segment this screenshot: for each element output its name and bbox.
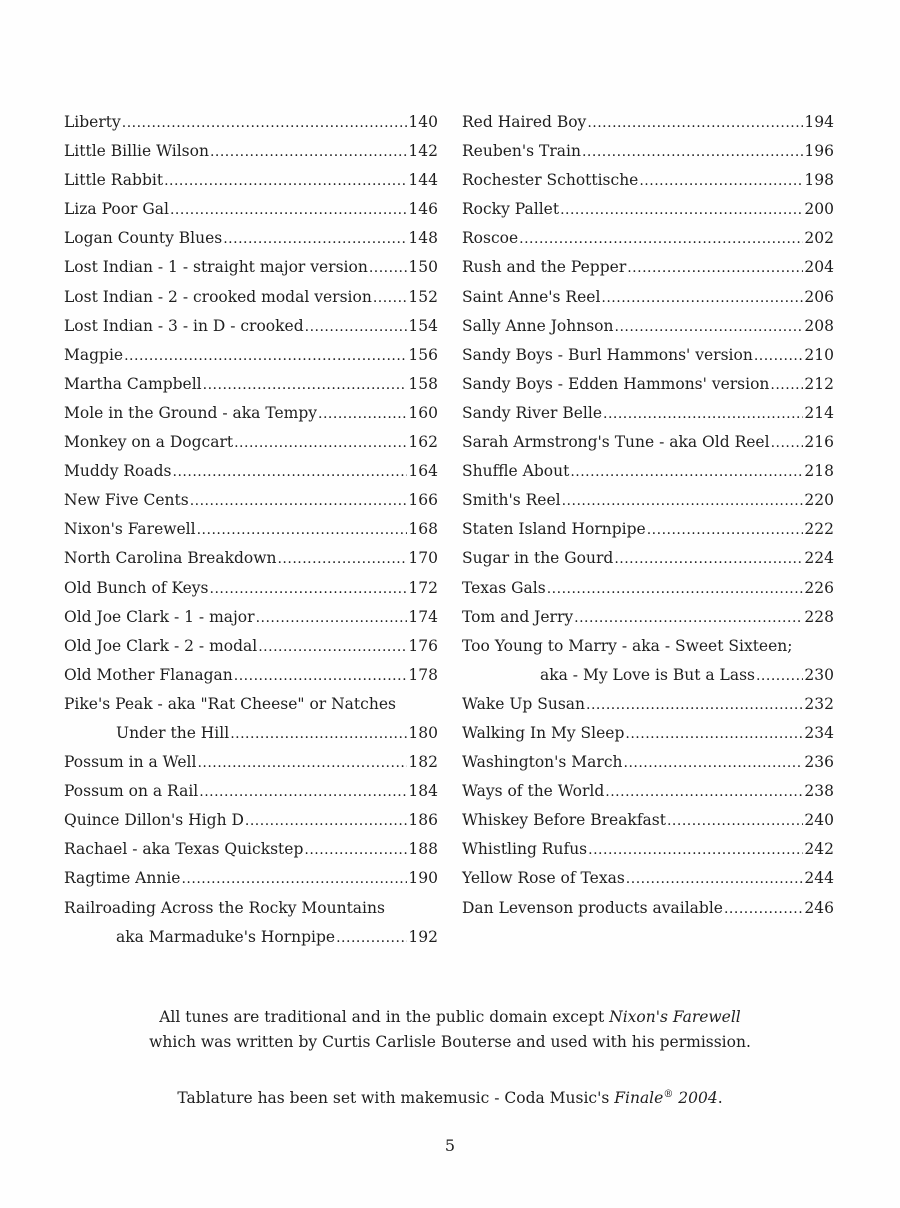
toc-entry	[462, 166, 834, 195]
toc-entry	[462, 457, 834, 486]
toc-entry	[64, 777, 438, 806]
toc-entry	[64, 224, 438, 253]
toc-entry	[462, 777, 834, 806]
toc-entry-page: 218	[804, 462, 834, 481]
toc-entry-page: 140	[408, 113, 438, 131]
toc-entry-title: Washington's March	[462, 753, 623, 772]
dot-leader	[210, 137, 407, 167]
dot-leader	[519, 224, 803, 254]
toc-entry-page: 176	[408, 636, 438, 655]
toc-entry-page: 156	[408, 345, 438, 364]
toc-entry	[64, 486, 438, 515]
dot-leader	[647, 515, 804, 545]
dot-leader	[601, 283, 803, 313]
footer-credit: Tablature has been set with makemusic - Coda Music's Finale® 2004.	[177, 1089, 723, 1108]
toc-entry	[462, 603, 834, 632]
dot-leader	[588, 835, 803, 865]
toc-entry	[64, 428, 438, 457]
toc-entry-page: 204	[804, 258, 834, 277]
toc-column-right	[462, 108, 834, 923]
toc-entry-title: Martha Campbell	[64, 374, 202, 393]
toc-entry-page: 228	[804, 607, 834, 626]
toc-entry-page: 148	[408, 229, 438, 248]
toc-entry	[462, 690, 834, 719]
toc-entry-page: 216	[804, 433, 834, 452]
toc-entry-title: Wake Up Susan	[462, 694, 586, 713]
toc-entry-page: 202	[804, 229, 834, 248]
dot-leader	[547, 574, 804, 604]
toc-entry-page: 224	[804, 549, 834, 568]
toc-entry-page: 154	[408, 316, 438, 335]
toc-entry-title: Saint Anne's Reel	[462, 287, 601, 306]
toc-entry	[462, 341, 834, 370]
toc-entry-title: Little Billie Wilson	[64, 142, 209, 161]
dot-leader	[223, 224, 407, 254]
toc-entry-title: Pike's Peak - aka "Rat Cheese" or Natches	[64, 694, 396, 713]
toc-entry-title: Muddy Roads	[64, 462, 172, 481]
dot-leader	[234, 661, 408, 691]
toc-entry-title: Sandy River Belle	[462, 403, 602, 422]
toc-entry-page: 152	[408, 287, 438, 306]
dot-leader	[258, 632, 407, 662]
toc-entry-title: Sally Anne Johnson	[462, 316, 614, 335]
toc-entry	[64, 312, 438, 341]
toc-entry	[64, 370, 438, 399]
toc-entry-title: Dan Levenson products available	[462, 898, 723, 917]
dot-leader	[639, 166, 803, 196]
dot-leader	[624, 748, 804, 778]
toc-entry-title: Rush and the Pepper	[462, 258, 627, 277]
dot-leader	[304, 835, 407, 865]
toc-entry-title: Ways of the World	[462, 782, 605, 801]
toc-entry-page: 190	[408, 869, 438, 888]
toc-entry-page: 158	[408, 374, 438, 393]
toc-entry-page: 172	[408, 578, 438, 597]
toc-entry-page: 162	[408, 433, 438, 452]
toc-entry-title: Ragtime Annie	[64, 869, 181, 888]
toc-entry-title: Possum in a Well	[64, 753, 197, 772]
toc-entry-page: 196	[804, 142, 834, 161]
toc-entry-page: 180	[408, 723, 438, 742]
toc-entry-page: 178	[408, 665, 438, 684]
toc-entry-page: 146	[408, 200, 438, 219]
toc-entry-title: Reuben's Train	[462, 142, 581, 161]
toc-entry-title: Smith's Reel	[462, 491, 561, 510]
toc-entry-page: 232	[804, 694, 834, 713]
toc-entry-title: Old Mother Flanagan	[64, 665, 233, 684]
toc-entry-title: Too Young to Marry - aka - Sweet Sixteen;	[462, 636, 793, 655]
toc-entry-title: Logan County Blues	[64, 229, 223, 248]
dot-leader	[203, 370, 408, 400]
dot-leader	[170, 195, 407, 225]
toc-entry-title: Yellow Rose of Texas	[462, 869, 625, 888]
toc-entry-title: Staten Island Hornpipe	[462, 520, 646, 539]
toc-entry	[64, 283, 438, 312]
toc-entry-title: Lost Indian - 3 - in D - crooked	[64, 316, 304, 335]
toc-entry	[462, 719, 834, 748]
toc-entry-title: Liberty	[64, 113, 121, 131]
toc-entry	[64, 457, 438, 486]
dot-leader	[724, 894, 803, 924]
toc-entry-title: Mole in the Ground - aka Tempy	[64, 403, 318, 422]
page-number: 5	[444, 1136, 456, 1155]
dot-leader	[560, 195, 803, 225]
dot-leader	[754, 341, 804, 371]
dot-leader	[173, 457, 408, 487]
toc-entry-page: 184	[408, 782, 438, 801]
toc-entry-page: 174	[408, 607, 438, 626]
toc-entry-page: 236	[804, 753, 834, 772]
toc-entry-page: 238	[804, 782, 834, 801]
toc-entry-page: 244	[804, 869, 834, 888]
dot-leader	[245, 806, 408, 836]
dot-leader	[627, 253, 803, 283]
toc-entry	[64, 108, 438, 137]
toc-entry-title: Lost Indian - 1 - straight major version	[64, 258, 368, 277]
toc-entry	[462, 574, 834, 603]
dot-leader	[181, 864, 407, 894]
footer-note	[0, 1005, 900, 1055]
toc-entry-page: 226	[804, 578, 834, 597]
toc-entry-title: Tom and Jerry	[462, 607, 574, 626]
toc-entry-page: 166	[408, 491, 438, 510]
dot-leader	[122, 108, 408, 138]
toc-entry-title: Whistling Rufus	[462, 840, 588, 859]
toc-entry	[462, 195, 834, 224]
toc-entry	[64, 399, 438, 428]
dot-leader	[562, 486, 804, 516]
dot-leader	[614, 544, 803, 574]
toc-entry-page: 198	[804, 171, 834, 190]
toc-entry	[462, 108, 834, 137]
tune-title: Nixon's Farewell	[609, 1008, 741, 1026]
toc-entry	[462, 283, 834, 312]
toc-entry	[462, 312, 834, 341]
dot-leader	[605, 777, 803, 807]
toc-entry-title: Old Joe Clark - 2 - modal	[64, 636, 258, 655]
toc-entry-page: 222	[804, 520, 834, 539]
toc-entry-title: Rochester Schottische	[462, 171, 639, 190]
toc-entry-title: Old Bunch of Keys	[64, 578, 209, 597]
dot-leader	[771, 428, 804, 458]
dot-leader	[570, 457, 803, 487]
toc-entry	[64, 864, 438, 893]
dot-leader	[756, 661, 803, 691]
dot-leader	[234, 428, 407, 458]
toc-entry	[462, 894, 834, 923]
toc-entry	[462, 864, 834, 893]
toc-entry-title: Sandy Boys - Edden Hammons' version	[462, 374, 770, 393]
toc-entry-page: 170	[408, 549, 438, 568]
toc-entry-page: 206	[804, 287, 834, 306]
toc-entry	[462, 428, 834, 457]
toc-entry	[64, 166, 438, 195]
dot-leader	[770, 370, 803, 400]
dot-leader	[190, 486, 408, 516]
toc-entry-title: Roscoe	[462, 229, 519, 248]
toc-entry-page: 242	[804, 840, 834, 859]
toc-entry-page: 144	[408, 171, 438, 190]
toc-entry-title: Walking In My Sleep	[462, 723, 625, 742]
toc-entry	[64, 603, 438, 632]
toc-entry-page: 194	[804, 113, 834, 131]
toc-entry-page: 234	[804, 723, 834, 742]
dot-leader	[615, 312, 804, 342]
toc-entry-title: Monkey on a Dogcart	[64, 433, 234, 452]
dot-leader	[277, 544, 407, 574]
toc-entry	[64, 748, 438, 777]
toc-entry-title: Lost Indian - 2 - crooked modal version	[64, 287, 372, 306]
toc-entry-page: 240	[804, 811, 834, 830]
dot-leader	[199, 777, 407, 807]
toc-entry	[64, 690, 438, 748]
toc-entry-page: 182	[408, 753, 438, 772]
toc-entry-title-continued: Under the Hill	[116, 723, 230, 742]
toc-entry-page: 192	[408, 927, 438, 946]
toc-entry-page: 188	[408, 840, 438, 859]
toc-entry	[64, 806, 438, 835]
toc-entry-page: 212	[804, 374, 834, 393]
toc-entry	[462, 486, 834, 515]
toc-entry-title: Whiskey Before Breakfast	[462, 811, 666, 830]
dot-leader	[574, 603, 803, 633]
toc-entry-title-continued: aka Marmaduke's Hornpipe	[116, 927, 336, 946]
toc-entry-title: Old Joe Clark - 1 - major	[64, 607, 255, 626]
dot-leader	[336, 923, 407, 953]
toc-entry	[64, 137, 438, 166]
dot-leader	[305, 312, 408, 342]
toc-entry-title: Sugar in the Gourd	[462, 549, 614, 568]
toc-entry	[64, 341, 438, 370]
toc-entry-page: 168	[408, 520, 438, 539]
toc-entry-page: 230	[804, 665, 834, 684]
toc-entry-page: 142	[408, 142, 438, 161]
toc-entry	[462, 370, 834, 399]
toc-entry-page: 208	[804, 316, 834, 335]
dot-leader	[124, 341, 407, 371]
dot-leader	[369, 253, 408, 283]
toc-entry	[462, 399, 834, 428]
toc-entry-title: Texas Gals	[462, 578, 546, 597]
toc-entry-title: Sandy Boys - Burl Hammons' version	[462, 345, 753, 364]
product-name: Finale® 2004	[614, 1089, 718, 1108]
toc-entry-page: 200	[804, 200, 834, 219]
toc-entry	[462, 748, 834, 777]
toc-entry	[64, 253, 438, 282]
toc-entry-page: 186	[408, 811, 438, 830]
dot-leader	[197, 515, 408, 545]
toc-entry-page: 164	[408, 462, 438, 481]
toc-entry-title: North Carolina Breakdown	[64, 549, 277, 568]
toc-entry	[64, 544, 438, 573]
dot-leader	[586, 690, 803, 720]
toc-entry-title-continued: aka - My Love is But a Lass	[540, 665, 755, 684]
dot-leader	[626, 864, 804, 894]
toc-entry	[462, 806, 834, 835]
toc-entry-title: Rachael - aka Texas Quickstep	[64, 840, 304, 859]
dot-leader	[667, 806, 803, 836]
toc-entry	[64, 574, 438, 603]
toc-entry	[64, 894, 438, 952]
toc-entry	[462, 224, 834, 253]
toc-entry-title: Railroading Across the Rocky Mountains	[64, 898, 385, 917]
toc-entry	[462, 253, 834, 282]
toc-entry	[462, 515, 834, 544]
toc-entry-page: 214	[804, 403, 834, 422]
toc-entry-title: Shuffle About	[462, 462, 570, 481]
toc-entry-title: Sarah Armstrong's Tune - aka Old Reel	[462, 433, 770, 452]
toc-entry-page: 150	[408, 258, 438, 277]
dot-leader	[582, 137, 803, 167]
dot-leader	[625, 719, 803, 749]
toc-column-left	[64, 108, 438, 952]
dot-leader	[197, 748, 407, 778]
dot-leader	[210, 574, 408, 604]
toc-entry	[462, 544, 834, 573]
toc-entry-page: 160	[408, 403, 438, 422]
dot-leader	[230, 719, 407, 749]
toc-entry	[462, 137, 834, 166]
toc-entry-title: Little Rabbit	[64, 171, 164, 190]
toc-entry-title: Liza Poor Gal	[64, 200, 169, 219]
toc-entry-page: 210	[804, 345, 834, 364]
toc-entry-title: New Five Cents	[64, 491, 189, 510]
toc-entry-title: Red Haired Boy	[462, 113, 587, 131]
dot-leader	[587, 108, 803, 138]
dot-leader	[373, 283, 408, 313]
toc-entry	[64, 632, 438, 661]
toc-entry-title: Possum on a Rail	[64, 782, 199, 801]
toc-entry	[462, 835, 834, 864]
toc-entry	[64, 661, 438, 690]
toc-entry	[64, 195, 438, 224]
dot-leader	[256, 603, 408, 633]
toc-entry-title: Rocky Pallet	[462, 200, 560, 219]
footer-line-2: which was written by Curtis Carlisle Bouterse and used with his permission.	[149, 1033, 751, 1051]
toc-entry	[64, 835, 438, 864]
footer-line-1: All tunes are traditional and in the public domain except Nixon's Farewell	[159, 1008, 741, 1026]
dot-leader	[164, 166, 407, 196]
toc-entry-page: 220	[804, 491, 834, 510]
toc-entry-title: Quince Dillon's High D	[64, 811, 244, 830]
toc-entry	[462, 632, 834, 690]
dot-leader	[318, 399, 407, 429]
toc-entry-title: Nixon's Farewell	[64, 520, 196, 539]
toc-entry	[64, 515, 438, 544]
dot-leader	[603, 399, 803, 429]
toc-entry-title: Magpie	[64, 345, 124, 364]
toc-entry-page: 246	[804, 898, 834, 917]
